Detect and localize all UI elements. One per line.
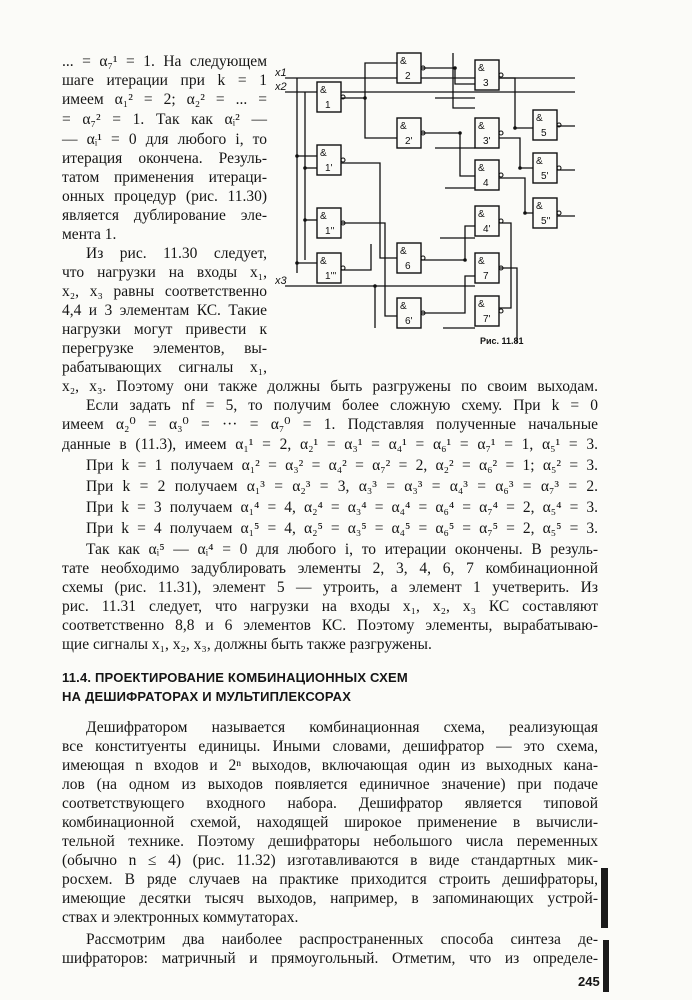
gate-label: 5' <box>541 171 549 182</box>
scan-edge-mark <box>603 940 609 992</box>
junction-dot <box>303 218 307 222</box>
gate-label: 1'' <box>325 226 335 237</box>
wire <box>341 163 397 258</box>
text-line: Рассмотрим два наиболее распространенных способа синтеза де- <box>86 931 598 948</box>
page-number: 245 <box>578 974 600 989</box>
gate-label: 2 <box>405 71 411 82</box>
gate-symbol: & <box>320 256 327 267</box>
gate-label: 4 <box>483 178 489 189</box>
text-line: 4,4 и 3 элементам КС. Такие <box>62 302 267 319</box>
text-line: является дублирование эле- <box>62 207 267 224</box>
text-line: имеющие десятки тысяч выходов, например, в запоминающих устрой- <box>62 890 598 907</box>
text-line: рис. 11.31 следует, что нагрузки на входы x₁, x₂, x₃ КС составляют <box>62 598 598 615</box>
wire <box>453 53 475 108</box>
gate-label: 5 <box>541 128 547 139</box>
text-line: татом применения итераци- <box>62 169 267 186</box>
wire <box>499 268 517 343</box>
text-line: (обычно n ≤ 4) (рис. 11.32) изготавливаются в виде стандартных мик- <box>62 852 598 869</box>
text-line: Дешифратором называется комбинационная схема, реализующая <box>86 719 598 736</box>
junction-dot <box>453 66 457 70</box>
gate-label: 3 <box>483 78 489 89</box>
text-line: — αᵢ¹ = 0 для любого i, то <box>62 131 267 148</box>
gate-symbol: & <box>320 211 327 222</box>
junction-dot <box>513 126 517 130</box>
gate-symbol: & <box>478 256 485 267</box>
text-line: данные в (11.3), имеем α₁¹ = 2, α₂¹ = α₃¹ = α₄¹ = α₆¹ = α₇¹ = 1, α₅¹ = 3. <box>62 436 598 453</box>
text-line: Из рис. 11.30 следует, <box>86 245 267 262</box>
text-line: При k = 4 получаем α₁⁵ = 4, α₂⁵ = α₃⁵ = α₄⁵ = α₆⁵ = α₇⁵ = 2, α₅⁵ = 3. <box>86 520 598 537</box>
gate-label: 1' <box>325 163 333 174</box>
text-line: тельной технике. Поэтому дешифраторы небольшого числа переменных <box>62 833 598 850</box>
text-line: При k = 3 получаем α₁⁴ = 4, α₂⁴ = α₃⁴ = α₄⁴ = α₆⁴ = α₇⁴ = 2, α₅⁴ = 3. <box>86 499 598 516</box>
text-line: щие сигналы x₁, x₂, x₃, должны быть также разгружены. <box>62 636 432 653</box>
text-line: соответствующего входного набора. Дешифратор является типовой <box>62 795 598 812</box>
junction-dot <box>295 154 299 158</box>
junction-dot <box>303 166 307 170</box>
text-line: комбинационной схемой, находящей широкое применение в вычисли- <box>62 814 598 831</box>
wire <box>421 276 475 313</box>
gate-label: 1 <box>325 100 331 111</box>
text-line: соответственно 8,8 и 6 элементов КС. Поэтому элементы, вырабатываю- <box>62 617 598 634</box>
wire <box>421 68 475 84</box>
text-line: лов (на одном из выходов появляется единичное значение) при подаче <box>62 776 598 793</box>
text-line: x₂, x₃ равны соответственно <box>62 283 267 300</box>
gate-symbol: & <box>536 201 543 212</box>
text-line: имеем α₂⁰ = α₃⁰ = ··· = α₇⁰ = 1. Подставляя полученные начальные <box>62 416 598 433</box>
circuit-diagram <box>275 48 600 348</box>
junction-dot <box>518 166 522 170</box>
gate-symbol: & <box>478 121 485 132</box>
text-line: = α₇² = 1. Так как αᵢ² — <box>62 111 267 128</box>
gate-label: 7 <box>483 271 489 282</box>
text-line: шаге итерации при k = 1 <box>62 72 267 89</box>
gate-symbol: & <box>536 156 543 167</box>
gate-label: 3' <box>483 136 491 147</box>
gate-label: 2' <box>405 136 413 147</box>
section-heading <box>62 668 408 706</box>
gate-symbol: & <box>478 299 485 310</box>
gate-symbol: & <box>320 85 327 96</box>
junction-dot <box>295 261 299 265</box>
gate-symbol: & <box>400 121 407 132</box>
wire <box>421 133 475 176</box>
text-line: ... = α₇¹ = 1. На следующем <box>62 53 267 70</box>
wire <box>421 226 475 260</box>
text-line: При k = 1 получаем α₁² = α₃² = α₄² = α₇² = 2, α₂² = α₆² = 1; α₅² = 3. <box>86 457 598 474</box>
input-label: x1 <box>275 67 287 79</box>
gate-symbol: & <box>478 163 485 174</box>
section-heading-line: 11.4. ПРОЕКТИРОВАНИЕ КОМБИНАЦИОННЫХ СХЕМ <box>62 670 408 685</box>
wire <box>341 63 397 98</box>
text-line: имеем α₁² = 2; α₂² = ... = <box>62 91 267 108</box>
figure-caption: Рис. 11.81 <box>480 336 524 346</box>
wire <box>499 78 533 128</box>
text-line: имеющая n входов и 2ⁿ выходов, включающая один из выходных кана- <box>62 757 598 774</box>
gate-label: 1''' <box>325 271 337 282</box>
gate-label: 4' <box>483 224 491 235</box>
wire <box>365 98 397 138</box>
input-label: x2 <box>275 81 287 93</box>
text-line: Если задать nf = 5, то получим более сложную схему. При k = 0 <box>86 397 598 414</box>
junction-dot <box>463 258 467 262</box>
text-line: При k = 2 получаем α₁³ = α₂³ = 3, α₃³ = α₃³ = α₄³ = α₆³ = α₇³ = 2. <box>86 478 598 495</box>
text-line: рабатывающих сигналы x₁, <box>62 359 267 376</box>
text-line: перегрузке элементов, вы- <box>62 340 267 357</box>
circuit-figure <box>275 48 600 348</box>
text-line: Так как αᵢ⁵ — αᵢ⁴ = 0 для любого i, то итерации окончены. В резуль- <box>86 541 598 558</box>
scan-edge-mark <box>601 868 608 928</box>
text-line: все конституенты единицы. Иными словами, дешифратор — это схема, <box>62 738 598 755</box>
gate-symbol: & <box>400 301 407 312</box>
text-line: ствах и электронных коммутаторах. <box>62 909 299 926</box>
junction-dot <box>363 96 367 100</box>
text-line: тате необходимо задублировать элементы 2, 3, 4, 6, 7 комбинационной <box>62 560 598 577</box>
wire <box>499 138 533 168</box>
gate-symbol: & <box>320 148 327 159</box>
gate-label: 5'' <box>541 216 551 227</box>
wire <box>341 244 371 270</box>
text-line: что нагрузки на входы x₁, <box>62 264 267 281</box>
gate-symbol: & <box>478 63 485 74</box>
text-line: шифраторов: матричный и прямоугольный. Отметим, что из определе- <box>62 950 598 967</box>
gate-symbol: & <box>478 209 485 220</box>
gate-symbol: & <box>400 246 407 257</box>
input-label: x3 <box>275 275 287 287</box>
junction-dot <box>458 131 462 135</box>
section-heading-line: НА ДЕШИФРАТОРАХ И МУЛЬТИПЛЕКСОРАХ <box>62 689 352 704</box>
text-line: мента 1. <box>62 226 117 243</box>
junction-dot <box>523 211 527 215</box>
text-line: итерация окончена. Резуль- <box>62 150 267 167</box>
junction-dot <box>373 284 377 288</box>
text-line: онных процедур (рис. 11.30) <box>62 188 267 205</box>
gate-symbol: & <box>536 113 543 124</box>
gate-label: 7' <box>483 314 491 325</box>
text-line: x₂, x₃. Поэтому они также должны быть разгружены по своим выходам. <box>62 378 598 395</box>
wire <box>499 178 533 213</box>
gate-symbol: & <box>400 56 407 67</box>
text-line: схемы (рис. 11.31), элемент 5 — утроить, а элемент 1 учетверить. Из <box>62 579 598 596</box>
gate-label: 6' <box>405 316 413 327</box>
text-line: нагрузки могут привести к <box>62 321 267 338</box>
text-line: росхем. В ряде случаев на практике приходится строить дешифраторы, <box>62 871 598 888</box>
gate-label: 6 <box>405 261 411 272</box>
